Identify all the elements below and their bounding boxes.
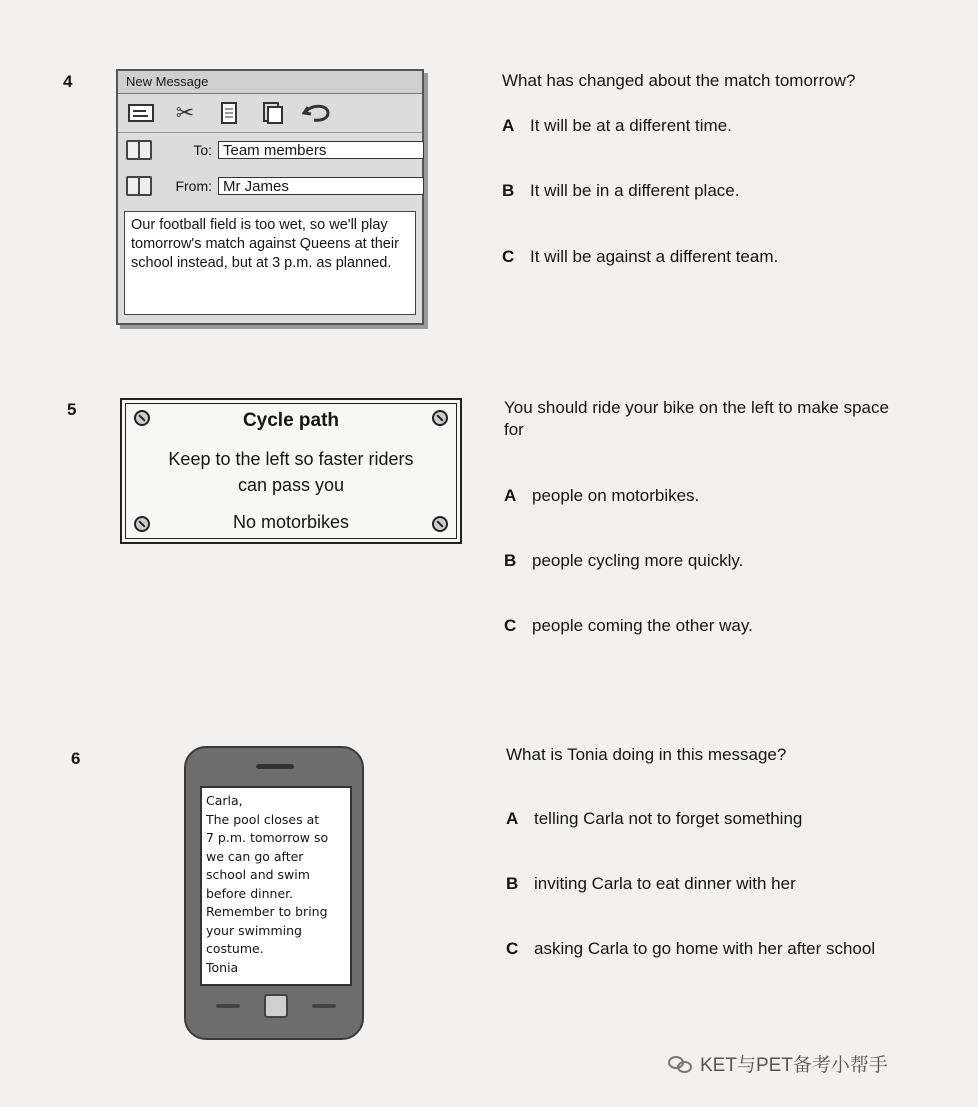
cycle-path-sign bbox=[120, 398, 462, 544]
watermark bbox=[668, 1050, 888, 1077]
sign-instruction bbox=[122, 446, 460, 498]
address-book-icon bbox=[126, 176, 152, 196]
phone-message: Carla, The pool closes at 7 p.m. tomorrow so we can go after school and swim before dinner. Remember to bring your swimming costume. Tonia bbox=[200, 786, 352, 986]
question-6-option-b bbox=[506, 874, 796, 894]
sign-line-2: can pass you bbox=[237, 475, 345, 495]
home-button-icon bbox=[264, 994, 288, 1018]
option-letter: B bbox=[502, 181, 515, 200]
question-5-option-a bbox=[504, 486, 699, 506]
question-4-number: 4 bbox=[63, 72, 73, 91]
option-letter: C bbox=[504, 616, 517, 635]
option-letter: C bbox=[502, 247, 515, 266]
question-6-number: 6 bbox=[71, 749, 81, 768]
option-text: inviting Carla to eat dinner with her bbox=[534, 874, 796, 893]
from-field: Mr James bbox=[218, 177, 424, 195]
mobile-phone bbox=[184, 746, 364, 1040]
copy-icon bbox=[214, 98, 244, 128]
option-text: people on motorbikes. bbox=[532, 486, 700, 505]
address-book-icon bbox=[126, 140, 152, 160]
sign-title: Cycle path bbox=[242, 410, 340, 431]
question-6-option-a bbox=[506, 809, 802, 829]
paste-icon bbox=[258, 98, 288, 128]
option-text: It will be at a different time. bbox=[530, 116, 732, 135]
question-5-option-b bbox=[504, 551, 743, 571]
cut-icon: ✂ bbox=[175, 100, 195, 125]
end-key-icon bbox=[312, 1004, 336, 1008]
question-4-option-c bbox=[502, 247, 778, 267]
option-text: asking Carla to go home with her after school bbox=[534, 939, 876, 958]
question-4-option-b bbox=[502, 181, 739, 201]
question-6-option-c bbox=[506, 939, 875, 959]
option-text: telling Carla not to forget something bbox=[534, 809, 803, 828]
send-icon bbox=[126, 98, 156, 128]
option-letter: C bbox=[506, 939, 519, 958]
email-window bbox=[116, 69, 424, 325]
question-6-text: What is Tonia doing in this message? bbox=[506, 745, 787, 764]
to-label: To: bbox=[193, 142, 212, 158]
sign-line-3: No motorbikes bbox=[232, 512, 350, 532]
from-label: From: bbox=[175, 178, 212, 194]
undo-icon bbox=[302, 98, 332, 128]
option-letter: B bbox=[504, 551, 517, 570]
speaker-icon bbox=[256, 764, 294, 769]
to-field: Team members bbox=[218, 141, 424, 159]
question-5-number: 5 bbox=[67, 400, 77, 419]
option-letter: A bbox=[506, 809, 519, 828]
question-4-text: What has changed about the match tomorrow? bbox=[502, 71, 856, 90]
option-text: It will be in a different place. bbox=[530, 181, 740, 200]
option-letter: A bbox=[504, 486, 517, 505]
option-text: It will be against a different team. bbox=[530, 247, 779, 266]
question-5-text: You should ride your bike on the left to make space for bbox=[504, 398, 889, 439]
wechat-icon bbox=[668, 1054, 694, 1074]
email-toolbar bbox=[118, 94, 422, 133]
email-from-row bbox=[126, 173, 424, 199]
email-titlebar: New Message bbox=[118, 71, 422, 94]
question-4-option-a bbox=[502, 116, 732, 136]
option-letter: B bbox=[506, 874, 519, 893]
sign-line-1: Keep to the left so faster riders bbox=[168, 449, 414, 469]
option-text: people coming the other way. bbox=[532, 616, 753, 635]
call-key-icon bbox=[216, 1004, 240, 1008]
option-text: people cycling more quickly. bbox=[532, 551, 744, 570]
watermark-text: KET与PET备考小帮手 bbox=[700, 1055, 888, 1076]
option-letter: A bbox=[502, 116, 515, 135]
question-5-option-c bbox=[504, 616, 753, 636]
email-body: Our football field is too wet, so we'll play tomorrow's match against Queens at their school instead, but at 3 p.m. as planned. bbox=[124, 211, 416, 315]
email-to-row bbox=[126, 137, 424, 163]
